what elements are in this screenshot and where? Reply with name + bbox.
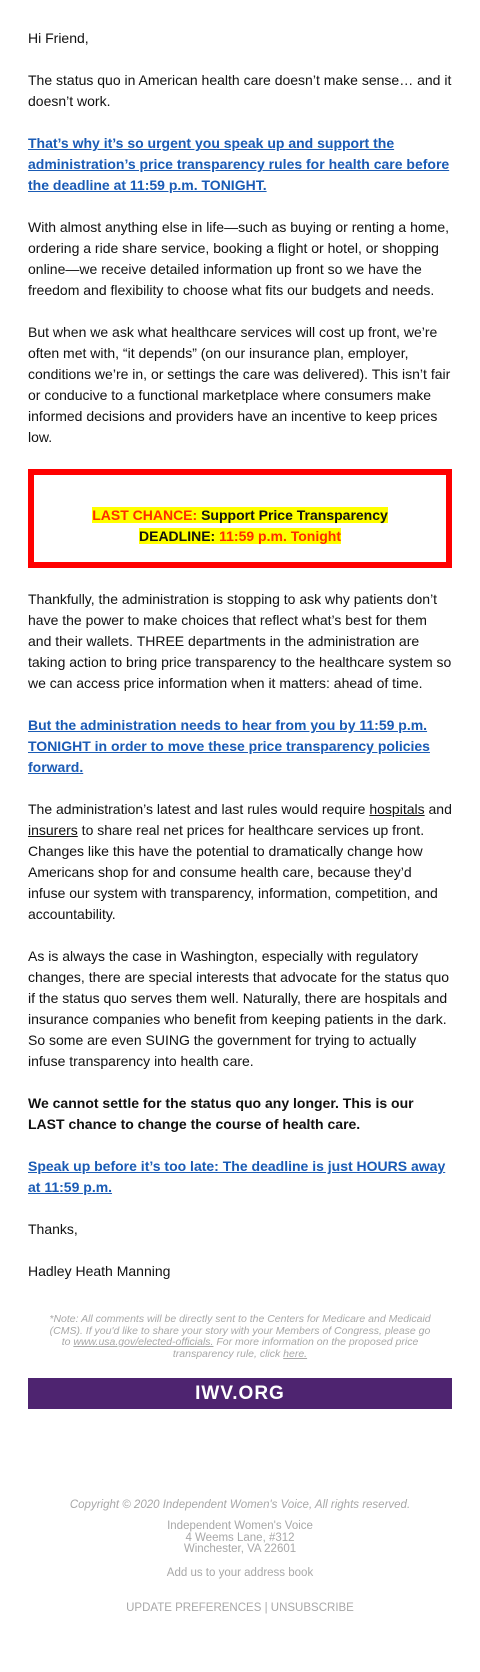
deadline-callout-box [28, 469, 452, 568]
deadline-time-text: 11:59 p.m. Tonight [215, 528, 341, 544]
rules-text-mid: and [424, 801, 452, 817]
elected-officials-link[interactable]: www.usa.gov/elected-officials. [73, 1336, 214, 1348]
note-text-mid: For more information on the proposed price transparency rule, click [172, 1336, 419, 1360]
hospitals-link[interactable]: hospitals [369, 801, 425, 817]
paragraph-last-chance: We cannot settle for the status quo any longer. This is our LAST chance to change the course of health care. [28, 1095, 414, 1132]
iwv-logo-banner[interactable]: IWV.ORG [28, 1378, 452, 1409]
support-price-transparency-text: Support Price Transparency [197, 507, 388, 523]
speak-up-link[interactable]: Speak up before it’s too late: The deadline is just HOURS away at 11:59 p.m. [28, 1158, 446, 1195]
paragraph-rules [28, 799, 452, 925]
deadline-label: DEADLINE: [139, 528, 216, 544]
note-text-before: *Note: All comments will be directly sent to the Centers for Medicare and Medicaid (CMS). If you'd like to share your story with your Members of Congress, please go to [49, 1313, 431, 1348]
rules-text-after: to share real net prices for healthcare services up front. Changes like this have the potential to dramatically change how Americans shop for and consume health care, because they’d infuse our system with transparency, information, competition, and accountability. [28, 822, 438, 922]
paragraph-thankfully: Thankfully, the administration is stopping to ask why patients don’t have the power to make choices that reflect what’s best for them and their wallets. THREE departments in the administration are taking action to bring price transparency to the healthcare system so we can access price information when it matters: ahead of time. [28, 591, 452, 691]
insurers-link[interactable]: insurers [28, 822, 78, 838]
rules-text-before: The administration’s latest and last rules would require [28, 801, 370, 817]
callout-line-1 [92, 507, 388, 523]
mailing-address [28, 1521, 452, 1556]
paragraph-shopping: With almost anything else in life—such as buying or renting a home, ordering a ride share service, booking a flight or hotel, or shopping online—we receive detailed information up front so we have the freedom and flexibility to choose what fits our budgets and needs. [28, 219, 449, 298]
intro-paragraph: The status quo in American health care doesn’t make sense… and it doesn’t work. [28, 72, 452, 109]
preferences-row [28, 1602, 452, 1644]
hear-from-you-link[interactable]: But the administration needs to hear from you by 11:59 p.m. TONIGHT in order to move these price transparency policies forward. [28, 717, 430, 775]
callout-line-2 [139, 528, 341, 544]
update-preferences-link[interactable]: UPDATE PREFERENCES [126, 1601, 262, 1614]
city-state-zip: Winchester, VA 22601 [183, 1543, 297, 1555]
signature: Hadley Heath Manning [28, 1263, 171, 1279]
signoff: Thanks, [28, 1221, 78, 1237]
cms-note [28, 1314, 452, 1360]
last-chance-label: LAST CHANCE: [92, 507, 198, 523]
support-rules-link[interactable]: That’s why it’s so urgent you speak up and support the administration’s price transparency rules for health care before the deadline at 11:59 p.m. TONIGHT. [28, 135, 450, 193]
greeting: Hi Friend, [28, 30, 89, 46]
unsubscribe-link[interactable]: UNSUBSCRIBE [270, 1601, 354, 1614]
paragraph-it-depends: But when we ask what healthcare services will cost up front, we’re often met with, “it depends” (on our insurance plan, employer, conditions we’re in, or settings the care was delivered). This isn’t fair or conducive to a functional marketplace where consumers make informed decisions and providers have an incentive to keep prices low. [28, 324, 451, 445]
paragraph-washington: As is always the case in Washington, especially with regulatory changes, there are special interests that advocate for the status quo if the status quo serves them well. Naturally, there are hospitals and insurance companies who benefit from keeping patients in the dark. So some are even SUING the government for trying to actually infuse transparency into health care. [28, 948, 450, 1069]
street-address: 4 Weems Lane, #312 [185, 1531, 295, 1544]
transparency-rule-here-link[interactable]: here. [283, 1347, 308, 1360]
email-body [28, 0, 452, 1644]
org-name: Independent Women's Voice [167, 1520, 313, 1532]
copyright-text: Copyright © 2020 Independent Women's Voice, All rights reserved. [69, 1499, 411, 1511]
footer-separator: | [261, 1601, 271, 1614]
add-address-book-link[interactable]: Add us to your address book [166, 1566, 314, 1579]
footer [28, 1499, 452, 1644]
